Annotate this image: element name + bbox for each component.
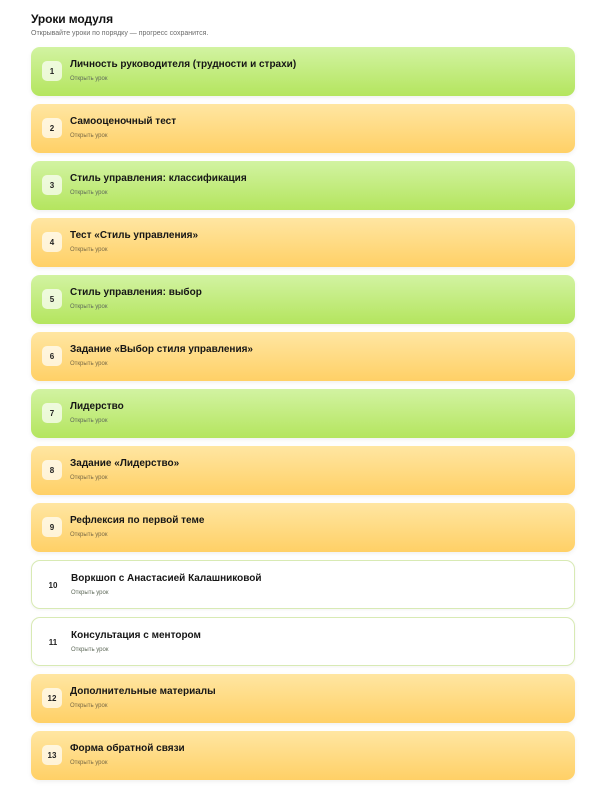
lesson-list [31,47,575,788]
lesson-card[interactable] [31,674,575,723]
open-lesson-link[interactable]: Открыть урок [70,703,108,709]
lesson-number-badge: 5 [42,289,62,309]
lesson-title: Задание «Выбор стиля управления» [70,344,253,355]
lesson-title: Самооценочный тест [70,116,177,127]
lesson-title: Форма обратной связи [70,743,185,754]
lesson-title: Консультация с ментором [71,630,201,641]
lesson-card[interactable] [31,389,575,438]
open-lesson-link[interactable]: Открыть урок [70,304,108,310]
lesson-number-badge: 13 [42,745,62,765]
open-lesson-link[interactable]: Открыть урок [70,475,108,481]
lesson-number-badge: 2 [42,118,62,138]
open-lesson-link[interactable]: Открыть урок [70,532,108,538]
lesson-number-badge: 11 [43,632,63,652]
lesson-title: Дополнительные материалы [70,686,216,697]
lesson-card[interactable] [31,47,575,96]
lesson-card[interactable] [31,560,575,609]
lesson-card[interactable] [31,218,575,267]
lesson-card[interactable] [31,104,575,153]
lesson-title: Стиль управления: выбор [70,287,202,298]
lesson-card[interactable] [31,332,575,381]
module-title: Уроки модуля [31,12,113,26]
open-lesson-link[interactable]: Открыть урок [70,76,108,82]
lesson-number-badge: 10 [43,575,63,595]
lesson-card[interactable] [31,617,575,666]
lesson-number-badge: 7 [42,403,62,423]
lesson-title: Рефлексия по первой теме [70,515,205,526]
lesson-title: Задание «Лидерство» [70,458,180,469]
lesson-number-badge: 4 [42,232,62,252]
lesson-title: Стиль управления: классификация [70,173,247,184]
lesson-number-badge: 1 [42,61,62,81]
lesson-number-badge: 6 [42,346,62,366]
lesson-card[interactable] [31,446,575,495]
lesson-title: Тест «Стиль управления» [70,230,199,241]
open-lesson-link[interactable]: Открыть урок [71,647,109,653]
open-lesson-link[interactable]: Открыть урок [70,190,108,196]
lesson-title: Лидерство [70,401,124,412]
lesson-number-badge: 8 [42,460,62,480]
lesson-title: Личность руководителя (трудности и страхи) [70,59,297,70]
lesson-card[interactable] [31,731,575,780]
lesson-card[interactable] [31,161,575,210]
lesson-title: Воркшоп с Анастасией Калашниковой [71,573,262,584]
open-lesson-link[interactable]: Открыть урок [70,361,108,367]
open-lesson-link[interactable]: Открыть урок [71,590,109,596]
lesson-number-badge: 9 [42,517,62,537]
lesson-number-badge: 3 [42,175,62,195]
lesson-number-badge: 12 [42,688,62,708]
module-hint: Открывайте уроки по порядку — прогресс сохранится. [31,30,209,37]
open-lesson-link[interactable]: Открыть урок [70,418,108,424]
open-lesson-link[interactable]: Открыть урок [70,133,108,139]
open-lesson-link[interactable]: Открыть урок [70,760,108,766]
lesson-card[interactable] [31,275,575,324]
lesson-card[interactable] [31,503,575,552]
open-lesson-link[interactable]: Открыть урок [70,247,108,253]
